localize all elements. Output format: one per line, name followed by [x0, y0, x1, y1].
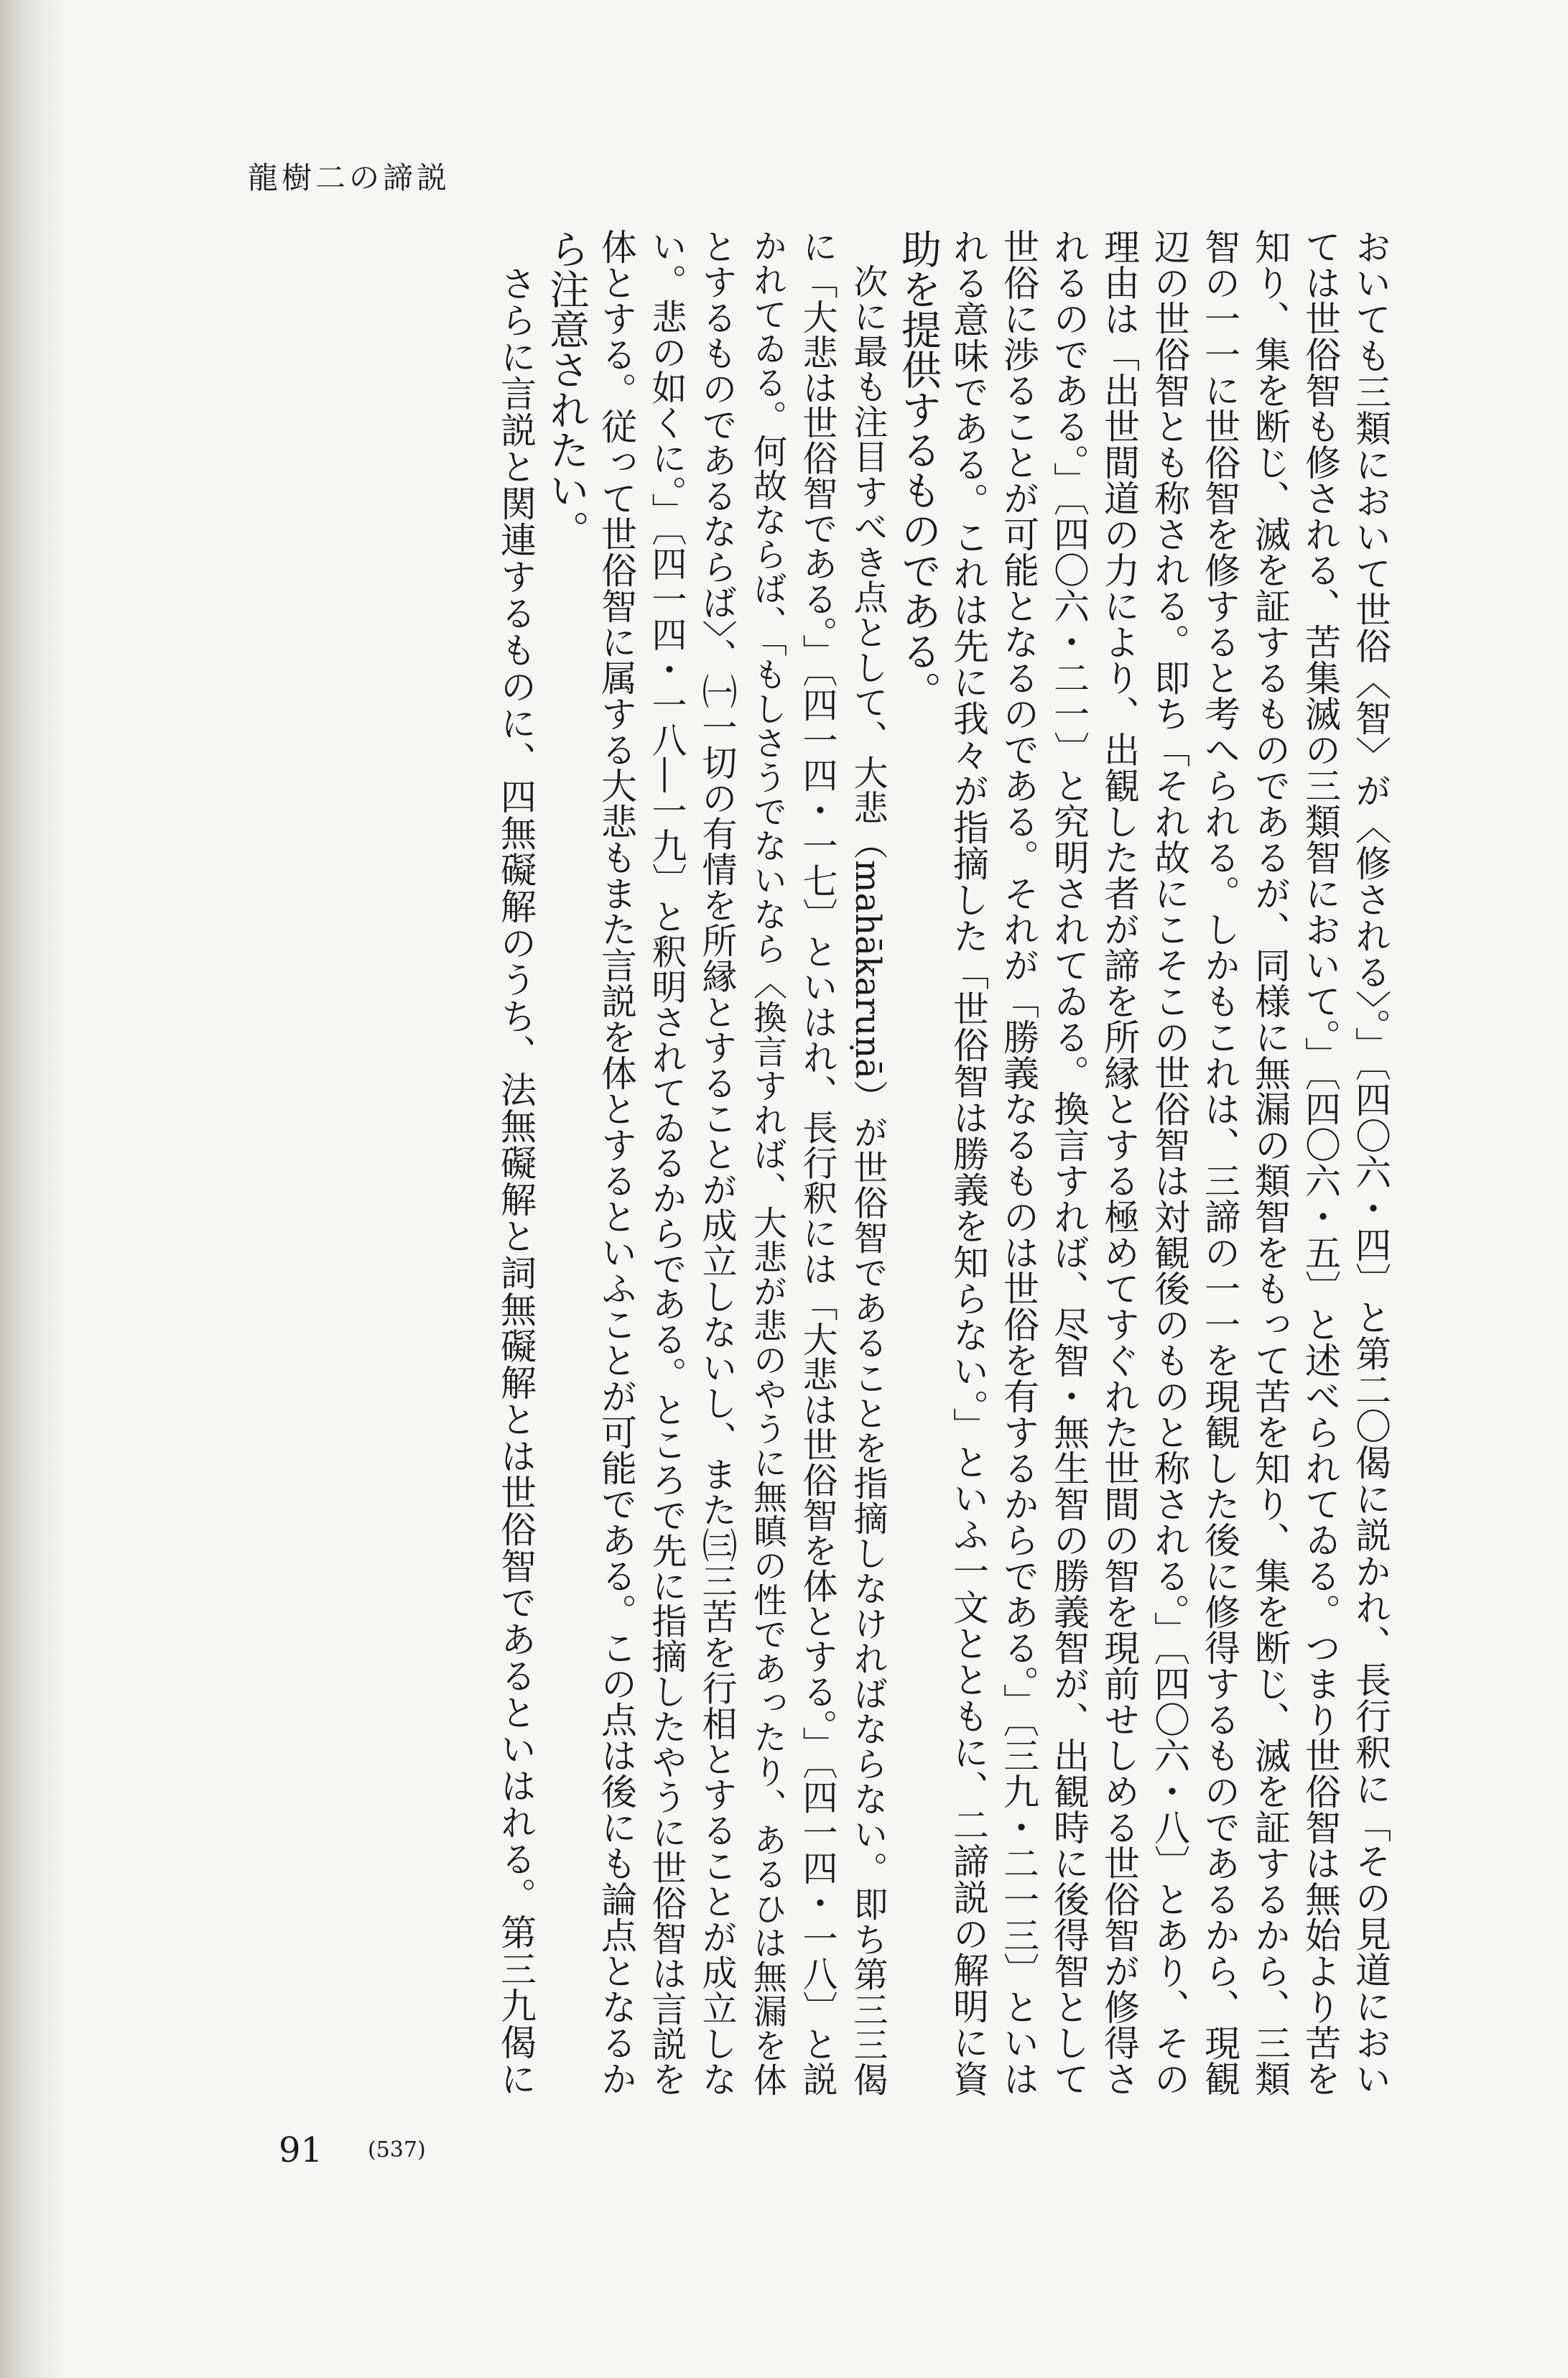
page-number: 91 [279, 2130, 323, 2170]
running-head: 龍樹二の諦説 [248, 160, 451, 195]
text-column: 助を提供するものである。 [895, 228, 942, 711]
text-column: 理由は「出世間道の力により、出観した者が諦を所縁とする極めてすぐれた世間の智を現前せしめる世俗智が修得さ [1098, 228, 1140, 2096]
text-column: ら注意されたい。 [543, 228, 590, 550]
text-column: に「大悲は世俗智である。」〔四一四・一七〕といはれ、長行釈には「大悲は世俗智を体とする。」〔四一四・一八〕と説 [797, 228, 838, 2096]
text-column: 世俗に渉ることが可能となるのである。それが「勝義なるものは世俗を有するからである。」〔三九・二一三〕といは [998, 228, 1039, 2096]
text-column: とするものであるならば〉、㈠一切の有情を所縁とすることが成立しないし、また㈢三苦を行相とすることが成立しな [697, 228, 738, 2096]
text-column: 知り、集を断じ、滅を証するものであるが、同様に無漏の類智をもって苦を知り、集を断じ、滅を証するから、三類 [1249, 228, 1291, 2096]
text-column: 智の一一に世俗智を修すると考へられる。しかもこれは、三諦の一一を現観した後に修得するものであるから、現観 [1199, 228, 1240, 2096]
text-column: ては世俗智も修される、苦集滅の三類智において。」〔四〇六・五〕と述べられてゐる。つまり世俗智は無始より苦を [1299, 228, 1341, 2096]
body-text [142, 228, 1396, 2096]
text-column: 体とする。従って世俗智に属する大悲もまた言説を体とするといふことが可能である。この点は後にも論点となるか [595, 228, 637, 2096]
text-column: れるのである。」〔四〇六・二一〕と究明されてゐる。換言すれば、尽智・無生智の勝義智が、出観時に後得智として [1048, 228, 1090, 2096]
text-column: かれてゐる。何故ならば、「もしさうでないなら〈換言すれば、大悲が悲のやうに無瞋の性であったり、あるひは無漏を体 [748, 228, 787, 2096]
text-column: 次に最も注目すべき点として、大悲（mahākaruṇā）が世俗智であることを指摘しなければならない。即ち第三三偈 [848, 228, 888, 2096]
text-column: れる意味である。これは先に我々が指摘した「世俗智は勝義を知らない。」といふ一文とともに、二諦説の解明に資 [947, 228, 989, 2096]
original-page-number: (537) [368, 2137, 426, 2162]
text-column: い。悲の如くに。」〔四一四・一八―一九〕と釈明されてゐるからである。ところで先に指摘したやうに世俗智は言説を [646, 228, 687, 2097]
text-column: 辺の世俗智とも称される。即ち「それ故にこそこの世俗智は対観後のものと称される。」〔四〇六・八〕とあり、その [1149, 228, 1190, 2096]
scan-edge-shadow [0, 0, 65, 2378]
text-column: さらに言説と関連するものに、四無礙解のうち、法無礙解と詞無礙解とは世俗智であるといはれる。第三九偈に [495, 228, 537, 2096]
text-column: おいても三類において世俗〈智〉が〈修される〉。」〔四〇六・四〕と第二〇偈に説かれ、長行釈に「その見道におい [1350, 228, 1391, 2096]
